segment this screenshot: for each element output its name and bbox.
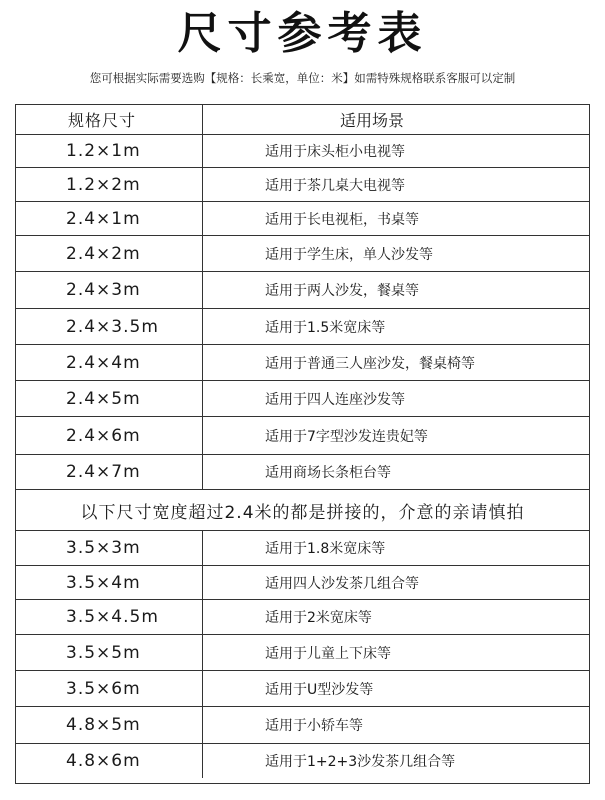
- size-cell: 3.5×4.5m: [16, 600, 203, 634]
- table-row: [16, 744, 589, 778]
- size-cell: 4.8×5m: [16, 707, 203, 743]
- use-cell: 适用商场长条柜台等: [265, 465, 391, 481]
- size-cell: 2.4×2m: [16, 236, 203, 271]
- size-cell: 3.5×5m: [16, 635, 203, 670]
- size-cell: 3.5×3m: [16, 531, 203, 565]
- table-row: [16, 345, 589, 381]
- use-cell: 适用于2米宽床等: [265, 610, 372, 626]
- size-cell: 2.4×4m: [16, 345, 203, 380]
- table-row: [16, 671, 589, 707]
- table-row: [16, 566, 589, 600]
- size-cell: 2.4×6m: [16, 417, 203, 454]
- use-cell: 适用四人沙发茶几组合等: [265, 575, 419, 592]
- table-row: [16, 272, 589, 309]
- table-row: [16, 455, 589, 490]
- table-row: [16, 381, 589, 417]
- size-cell: 1.2×2m: [16, 168, 203, 201]
- splice-notice: 以下尺寸宽度超过2.4米的都是拼接的，介意的亲请慎拍: [16, 490, 589, 531]
- size-cell: 2.4×1m: [16, 202, 203, 235]
- column-header-use: 适用场景: [340, 111, 405, 130]
- column-header-size: 规格尺寸: [16, 105, 203, 134]
- use-cell: 适用于1+2+3沙发茶几组合等: [265, 754, 456, 770]
- use-cell: 适用于儿童上下床等: [265, 645, 391, 662]
- table-row: [16, 135, 589, 168]
- use-cell: 适用于1.5米宽床等: [265, 319, 386, 336]
- use-cell: 适用于普通三人座沙发，餐桌椅等: [265, 355, 475, 372]
- table-header-row: [16, 105, 589, 135]
- page-title: 尺寸参考表: [177, 8, 428, 59]
- use-cell: 适用于7字型沙发连贵妃等: [265, 428, 428, 445]
- use-cell: 适用于四人连座沙发等: [265, 391, 405, 408]
- table-row: [16, 531, 589, 566]
- size-cell: 3.5×4m: [16, 566, 203, 599]
- use-cell: 适用于两人沙发，餐桌等: [265, 283, 419, 299]
- size-cell: 2.4×3.5m: [16, 309, 203, 344]
- use-cell: 适用于1.8米宽床等: [265, 541, 386, 557]
- use-cell: 适用于小轿车等: [265, 718, 363, 734]
- use-cell: 适用于长电视柜，书桌等: [265, 211, 419, 228]
- size-cell: 2.4×3m: [16, 272, 203, 308]
- use-cell: 适用于U型沙发等: [265, 681, 374, 698]
- table-row: [16, 417, 589, 455]
- table-row: [16, 600, 589, 635]
- table-row: [16, 168, 589, 202]
- use-cell: 适用于茶几桌大电视等: [265, 177, 405, 194]
- page-subtitle: 您可根据实际需要选购【规格：长乘宽，单位：米】如需特殊规格联系客服可以定制: [89, 71, 516, 85]
- size-cell: 2.4×5m: [16, 381, 203, 416]
- use-cell: 适用于学生床，单人沙发等: [265, 246, 433, 263]
- table-row: [16, 236, 589, 272]
- table-row: [16, 635, 589, 671]
- size-cell: 3.5×6m: [16, 671, 203, 706]
- table-row: [16, 309, 589, 345]
- size-reference-table: [15, 104, 590, 784]
- use-cell: 适用于床头柜小电视等: [265, 144, 405, 160]
- size-cell: 2.4×7m: [16, 455, 203, 489]
- size-cell: 4.8×6m: [16, 744, 203, 778]
- table-row: [16, 707, 589, 744]
- size-cell: 1.2×1m: [16, 135, 203, 167]
- table-row: [16, 202, 589, 236]
